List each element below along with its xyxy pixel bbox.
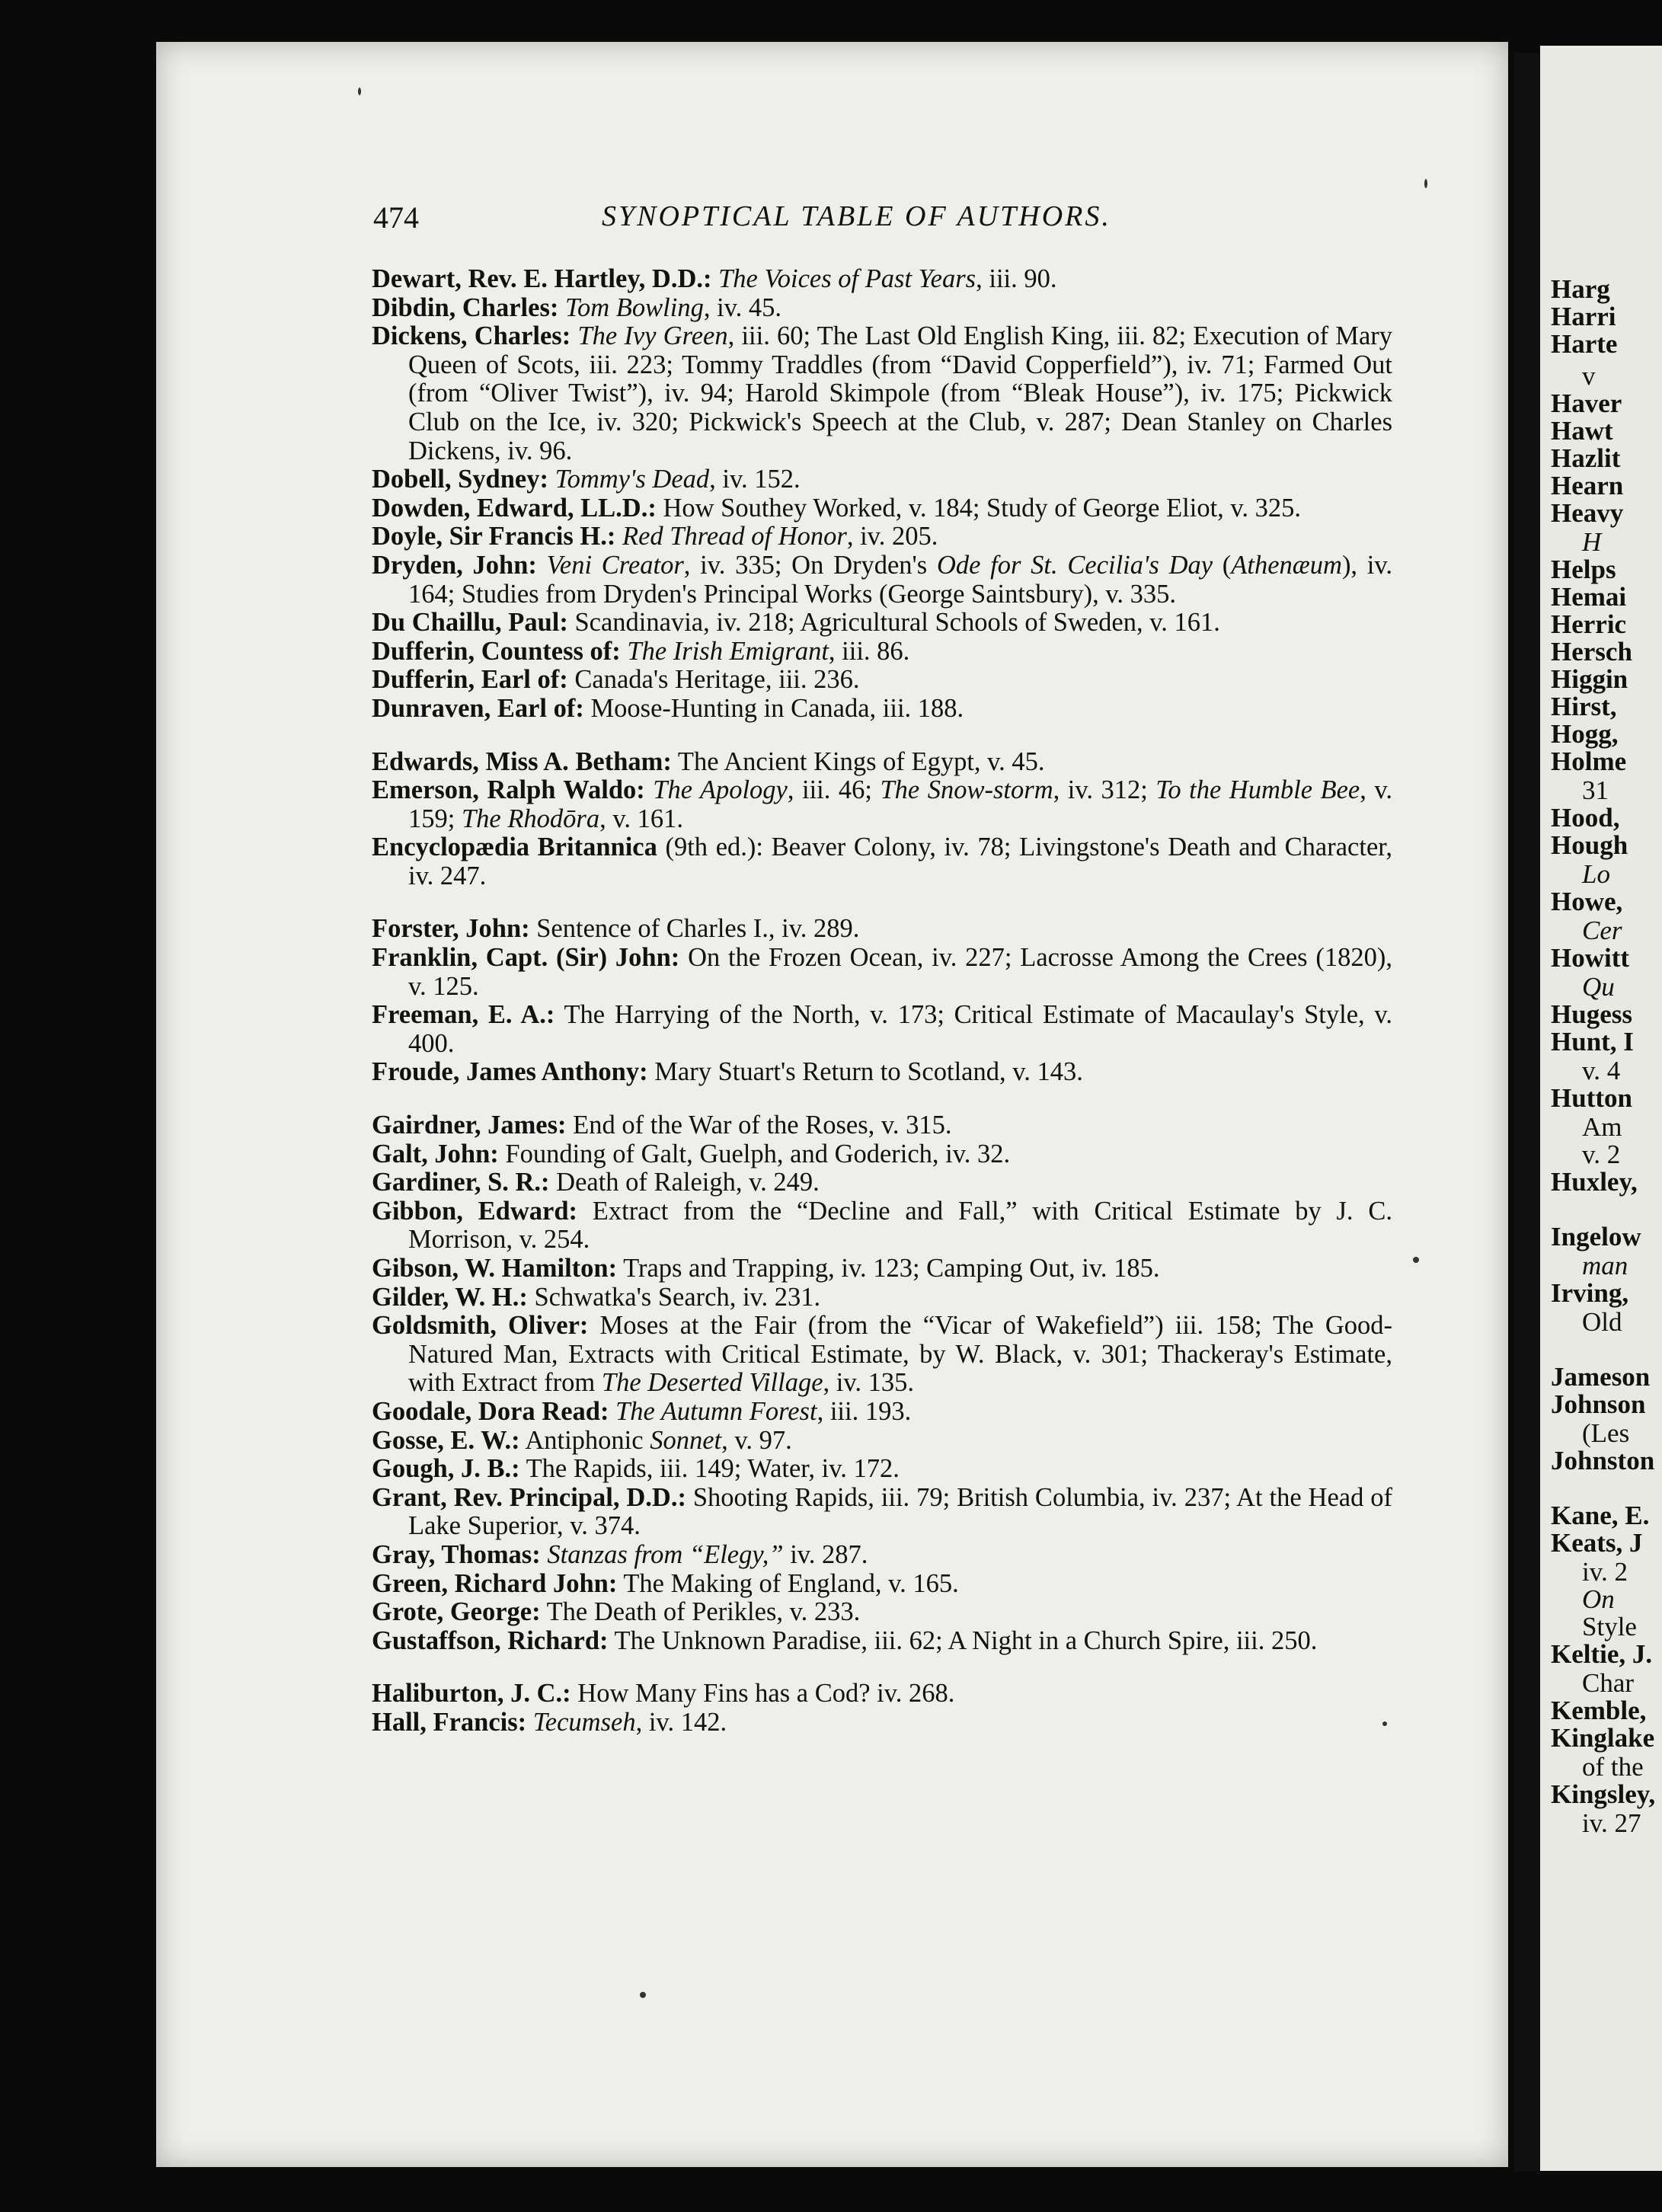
author-name: Goldsmith, Oliver: xyxy=(372,1311,589,1341)
entry-text: The Rapids, iii. 149; Water, iv. 172. xyxy=(519,1454,900,1484)
facing-page-text: Irving, xyxy=(1551,1278,1629,1308)
work-title: The Autumn Forest xyxy=(615,1396,817,1426)
entry-text xyxy=(615,522,622,551)
index-entry xyxy=(372,1570,1392,1599)
author-name: Franklin, Capt. (Sir) John: xyxy=(372,943,680,973)
facing-page-text: Qu xyxy=(1582,972,1615,1002)
work-title: Tom Bowling xyxy=(565,292,704,322)
author-name: Gustaffson, Richard: xyxy=(372,1625,609,1655)
entry-text: iv. 287. xyxy=(783,1539,868,1569)
facing-page-text: v. 2 xyxy=(1582,1140,1621,1169)
entry-text: , iv. 45. xyxy=(703,292,782,322)
entry-text: Scandinavia, iv. 218; Agricultural Schools of Sweden, v. 161. xyxy=(567,608,1220,638)
index-entry xyxy=(372,1168,1392,1197)
entry-text: , v. 161. xyxy=(599,804,683,833)
entry-text: End of the War of the Roses, v. 315. xyxy=(566,1111,952,1140)
entry-text xyxy=(711,264,718,293)
entry-text: Canada's Heritage, iii. 236. xyxy=(567,665,860,695)
facing-page-text: H xyxy=(1582,527,1602,557)
facing-page-text: Ingelow xyxy=(1551,1222,1641,1251)
facing-page-text: Kingsley, xyxy=(1551,1779,1656,1809)
facing-page-text: Style xyxy=(1582,1612,1637,1641)
author-name: Dobell, Sydney: xyxy=(372,465,548,494)
facing-page-text: v xyxy=(1582,361,1596,391)
entry-text: Moose-Hunting in Canada, iii. 188. xyxy=(583,693,964,723)
entry-text: Death of Raleigh, v. 249. xyxy=(549,1168,820,1197)
facing-page-text: 31 xyxy=(1582,775,1609,805)
entry-text: , iv. 142. xyxy=(635,1707,727,1737)
author-name: Du Chaillu, Paul: xyxy=(372,608,568,638)
entry-text xyxy=(645,775,654,804)
index-entry xyxy=(372,1455,1392,1484)
index-entry xyxy=(372,609,1392,638)
facing-page-text: Harg xyxy=(1551,274,1610,304)
author-name: Gairdner, James: xyxy=(372,1111,567,1140)
entry-text: , v. 159; xyxy=(408,775,1392,833)
facing-page-text: Cer xyxy=(1582,916,1622,945)
author-name: Gibson, W. Hamilton: xyxy=(372,1254,618,1283)
author-name: Dryden, John: xyxy=(372,550,537,580)
entry-text: The Death of Perikles, v. 233. xyxy=(540,1597,861,1627)
author-name: Dewart, Rev. E. Hartley, D.D.: xyxy=(372,264,712,293)
facing-page-text: Hazlit xyxy=(1551,443,1621,473)
index-entry xyxy=(372,1627,1392,1656)
author-name: Gray, Thomas: xyxy=(372,1539,541,1569)
author-name: Dickens, Charles: xyxy=(372,321,571,351)
scan-speck xyxy=(1424,179,1427,188)
facing-page-text: Kemble, xyxy=(1551,1696,1647,1725)
facing-page-text: Harte xyxy=(1551,329,1618,359)
entry-text: , iii. 46; xyxy=(787,775,881,805)
author-name: Dufferin, Earl of: xyxy=(372,665,568,695)
index-entry xyxy=(372,638,1392,666)
work-title: The Deserted Village xyxy=(601,1368,823,1398)
entry-text: , iii. 193. xyxy=(817,1396,912,1426)
index-entry xyxy=(372,465,1392,494)
scan-speck xyxy=(1413,1257,1419,1263)
index-entry xyxy=(372,1111,1392,1140)
author-name: Forster, John: xyxy=(372,914,530,944)
facing-page-text: Heavy xyxy=(1551,498,1624,528)
entry-text: Shooting Rapids, iii. 79; British Columbia, iv. 237; At the Head of Lake Superior, v. 374. xyxy=(408,1482,1392,1541)
index-entry xyxy=(372,1283,1392,1312)
index-entry xyxy=(372,1255,1392,1283)
work-title: The Apology xyxy=(653,775,788,805)
work-title: To the Humble Bee xyxy=(1155,775,1360,805)
index-entry xyxy=(372,1598,1392,1627)
facing-page-text: (Les xyxy=(1582,1418,1630,1448)
entry-text: ( xyxy=(1213,550,1232,580)
entry-text: , iii. 86. xyxy=(828,636,910,666)
facing-page-text: On xyxy=(1582,1584,1615,1614)
entry-text xyxy=(609,1397,615,1426)
facing-page-text: Char xyxy=(1582,1668,1635,1698)
facing-page-text: Herric xyxy=(1551,609,1627,639)
index-entry xyxy=(372,1427,1392,1456)
index-entry xyxy=(372,1001,1392,1058)
facing-page-text: Johnston xyxy=(1551,1446,1655,1475)
author-name: Edwards, Miss A. Betham: xyxy=(372,746,672,776)
facing-page-text: Haver xyxy=(1551,388,1622,418)
work-title: Stanzas from “Elegy,” xyxy=(547,1539,784,1569)
page-number: 474 xyxy=(373,200,419,235)
facing-page-text: Hunt, I xyxy=(1551,1027,1634,1056)
facing-page-text: Keltie, J. xyxy=(1551,1639,1653,1669)
author-name: Freeman, E. A.: xyxy=(372,1000,555,1030)
facing-page-text: Hersch xyxy=(1551,637,1632,666)
index-entry xyxy=(372,748,1392,777)
author-index xyxy=(372,265,1392,1737)
facing-page-text: Hood, xyxy=(1551,803,1620,833)
index-entry xyxy=(372,695,1392,724)
index-entry xyxy=(372,1484,1392,1541)
index-entry xyxy=(372,1398,1392,1427)
book-gutter xyxy=(1514,53,1540,2171)
entry-text: , iv. 205. xyxy=(846,522,938,551)
entry-text: (9th ed.): Beaver Colony, iv. 78; Livingstone's Death and Character, iv. 247. xyxy=(408,833,1392,890)
entry-text: ), iv. 164; Studies from Dryden's Principal Works (George Saintsbury), v. 335. xyxy=(408,550,1393,609)
entry-text xyxy=(526,1708,533,1737)
author-name: Grant, Rev. Principal, D.D.: xyxy=(372,1482,686,1512)
facing-page-text: Hearn xyxy=(1551,471,1624,500)
facing-page-text: iv. 27 xyxy=(1582,1808,1641,1838)
facing-page-text: Kinglake xyxy=(1551,1723,1655,1753)
entry-text: , iv. 335; On Dryden's xyxy=(683,550,937,580)
entry-text: The Ancient Kings of Egypt, v. 45. xyxy=(671,746,1045,776)
index-entry xyxy=(372,1197,1392,1255)
author-name: Galt, John: xyxy=(372,1139,499,1168)
work-title: Red Thread of Honor xyxy=(622,522,847,551)
facing-page-text: Hutton xyxy=(1551,1083,1632,1113)
facing-page-text: Holme xyxy=(1551,746,1627,776)
facing-page-fragment xyxy=(1540,46,1662,2171)
entry-text: Sentence of Charles I., iv. 289. xyxy=(529,914,860,944)
author-name: Goodale, Dora Read: xyxy=(372,1396,609,1426)
author-name: Froude, James Anthony: xyxy=(372,1057,648,1087)
author-name: Dufferin, Countess of: xyxy=(372,636,621,666)
author-name: Haliburton, J. C.: xyxy=(372,1679,571,1709)
facing-page-text: Jameson xyxy=(1551,1362,1651,1392)
facing-page-text: iv. 2 xyxy=(1582,1557,1628,1587)
facing-page-text: Helps xyxy=(1551,555,1616,584)
index-entry xyxy=(372,915,1392,944)
index-entry xyxy=(372,944,1392,1001)
work-title: Ode for St. Cecilia's Day xyxy=(936,550,1213,580)
facing-page-text: Higgin xyxy=(1551,664,1628,694)
entry-text: , iv. 135. xyxy=(823,1368,914,1398)
facing-page-text: Kane, E. xyxy=(1551,1501,1650,1530)
entry-text: The Making of England, v. 165. xyxy=(617,1568,959,1598)
author-name: Gosse, E. W.: xyxy=(372,1425,520,1455)
author-name: Grote, George: xyxy=(372,1597,541,1627)
author-name: Encyclopædia Britannica xyxy=(372,833,657,862)
author-name: Gardiner, S. R.: xyxy=(372,1168,550,1197)
author-name: Dowden, Edward, LL.D.: xyxy=(372,493,657,523)
entry-text: Moses at the Fair (from the “Vicar of Wakefield”) iii. 158; The Good-Natured Man, Extracts with Critical Estimate, by W. Black, v. 301; Thackeray's Estimate, with Extract from xyxy=(408,1311,1392,1398)
index-entry xyxy=(372,265,1392,294)
index-entry xyxy=(372,494,1392,523)
scan-speck xyxy=(1382,1721,1387,1726)
entry-text xyxy=(537,551,547,580)
index-entry xyxy=(372,294,1392,323)
entry-text: How Southey Worked, v. 184; Study of George Eliot, v. 325. xyxy=(656,493,1302,523)
entry-text xyxy=(558,293,565,322)
index-entry xyxy=(372,1709,1392,1737)
facing-page-text: Old xyxy=(1582,1307,1622,1337)
index-entry xyxy=(372,551,1392,609)
author-name: Dibdin, Charles: xyxy=(372,292,559,322)
author-name: Gough, J. B.: xyxy=(372,1454,520,1484)
entry-text xyxy=(548,465,555,494)
index-entry xyxy=(372,1680,1392,1709)
facing-page-text: Johnson xyxy=(1551,1389,1646,1419)
work-title: Tecumseh xyxy=(532,1707,636,1737)
scan-speck xyxy=(358,88,361,95)
facing-page-text: of the xyxy=(1582,1752,1644,1782)
index-entry xyxy=(372,666,1392,695)
facing-page-text: Hemai xyxy=(1551,582,1627,612)
index-entry xyxy=(372,322,1392,465)
entry-text: , iii. 90. xyxy=(976,264,1057,293)
index-entry xyxy=(372,1312,1392,1398)
work-title: The Irish Emigrant xyxy=(627,636,829,666)
entry-text: , iv. 152. xyxy=(709,465,801,494)
index-entry xyxy=(372,1058,1392,1087)
facing-page-text: Hugess xyxy=(1551,999,1632,1029)
facing-page-text: Huxley, xyxy=(1551,1167,1638,1197)
facing-page-text: Hogg, xyxy=(1551,719,1619,749)
work-title: The Voices of Past Years xyxy=(718,264,976,293)
author-name: Doyle, Sir Francis H.: xyxy=(372,522,616,551)
facing-page-text: man xyxy=(1582,1251,1628,1280)
entry-text: On the Frozen Ocean, iv. 227; Lacrosse Among the Crees (1820), v. 125. xyxy=(408,943,1392,1001)
entry-text: Schwatka's Search, iv. 231. xyxy=(527,1282,821,1312)
index-entry xyxy=(372,833,1392,890)
entry-text: Traps and Trapping, iv. 123; Camping Out, iv. 185. xyxy=(617,1254,1160,1283)
index-entry xyxy=(372,1140,1392,1169)
author-name: Gilder, W. H.: xyxy=(372,1282,528,1312)
work-title: Veni Creator xyxy=(546,550,684,580)
facing-page-text: Am xyxy=(1582,1112,1622,1142)
entry-text: Mary Stuart's Return to Scotland, v. 143. xyxy=(647,1057,1083,1087)
facing-page-text: Lo xyxy=(1582,859,1610,889)
facing-page-text: Hough xyxy=(1551,830,1628,860)
index-entry xyxy=(372,523,1392,551)
page-header xyxy=(373,200,1485,238)
work-title: Athenæum xyxy=(1231,550,1342,580)
entry-text: Extract from the “Decline and Fall,” with Critical Estimate by J. C. Morrison, v. 254. xyxy=(408,1196,1392,1255)
author-name: Gibbon, Edward: xyxy=(372,1196,577,1226)
author-name: Dunraven, Earl of: xyxy=(372,693,584,723)
entry-text: , iv. 312; xyxy=(1053,775,1156,805)
entry-text: Antiphonic xyxy=(519,1425,650,1455)
facing-page-text: Keats, J xyxy=(1551,1528,1643,1558)
scan-speck xyxy=(640,1992,646,1998)
work-title: Tommy's Dead xyxy=(555,465,710,494)
entry-text: The Harrying of the North, v. 173; Critical Estimate of Macaulay's Style, v. 400. xyxy=(408,1000,1393,1058)
facing-page-text: Hawt xyxy=(1551,416,1613,446)
index-entry xyxy=(372,776,1392,833)
entry-text: Founding of Galt, Guelph, and Goderich, iv. 32. xyxy=(498,1139,1011,1168)
entry-text: How Many Fins has a Cod? iv. 268. xyxy=(571,1679,955,1709)
index-entry xyxy=(372,1541,1392,1570)
facing-page-text: Hirst, xyxy=(1551,692,1617,721)
facing-page-text: Howe, xyxy=(1551,887,1623,916)
work-title: Sonnet xyxy=(650,1425,722,1455)
work-title: The Snow-storm xyxy=(880,775,1053,805)
entry-text: The Unknown Paradise, iii. 62; A Night in a Church Spire, iii. 250. xyxy=(608,1625,1318,1655)
work-title: The Ivy Green xyxy=(577,321,728,351)
author-name: Emerson, Ralph Waldo: xyxy=(372,775,645,805)
entry-text: , iii. 60; The Last Old English King, iii. 82; Execution of Mary Queen of Scots, iii. 223; Tommy Traddles (from “David Copperfield”), iv. 71; Farmed Out (from “Oliver Twist”), iv. 94; Harold Skimpole (from “Bleak House”), iv. 175; Pickwick Club on the Ice, iv. 320; Pickwick's Speech at the Club, v. 287; Dean Stanley on Charles Dickens, iv. 96. xyxy=(408,321,1393,465)
running-title: SYNOPTICAL TABLE OF AUTHORS. xyxy=(602,200,1111,232)
author-name: Hall, Francis: xyxy=(372,1707,527,1737)
entry-text: , v. 97. xyxy=(721,1425,792,1455)
work-title: The Rhodōra xyxy=(461,804,600,833)
author-name: Green, Richard John: xyxy=(372,1568,618,1598)
facing-page-text: v. 4 xyxy=(1582,1056,1621,1085)
facing-page-text: Howitt xyxy=(1551,943,1630,973)
facing-page-text: Harri xyxy=(1551,302,1616,331)
